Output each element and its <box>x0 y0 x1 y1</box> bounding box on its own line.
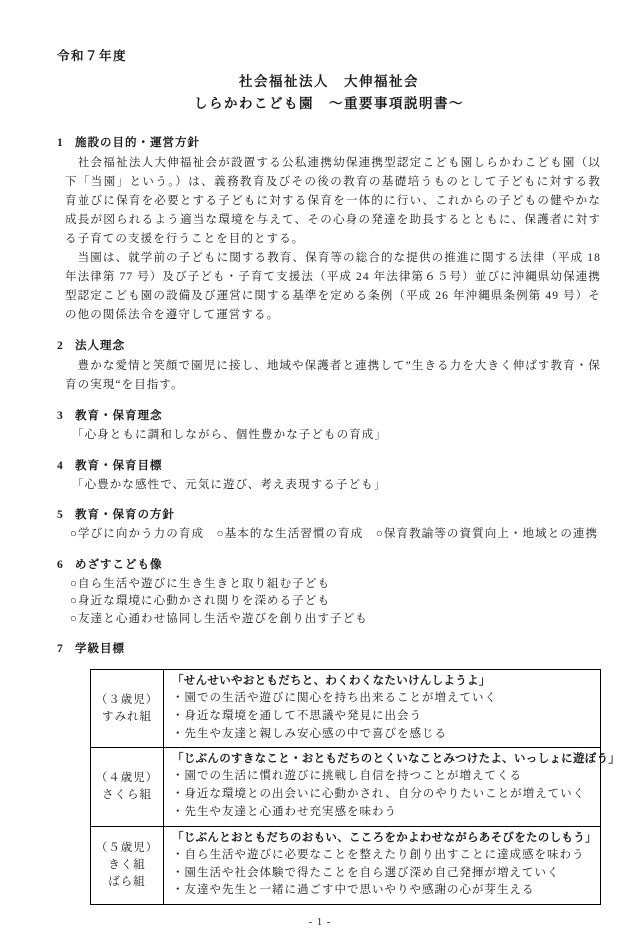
section-6-title: めざすこども像 <box>75 558 163 571</box>
target-child-item: ○友達と心通わせ協同し生活や遊びを創り出す子ども <box>70 612 368 625</box>
section-1-paragraph-1: 社会福祉法人大伸福祉会が設置する公私連携幼保連携型認定こども園しらかわこども園（以下「当園」という。）は、義務教育及びその後の教育の基礎培うものとして子どもに対する教育並びに保育を必要とする子どもに対する保育を一体的に行い、これからの子どもの健やかな成長が図られるよう適当な環境を与えて、その心身の発達を助長するとともに、保護者に対する子育ての支援を行うことを目的とする。 <box>65 157 601 245</box>
section-4-content: 「心豊かな感性で、元気に遊び、考え表現する子ども」 <box>72 478 387 491</box>
goal-point: ・自ら生活や遊びに必要なことを整えたり創り出すことに達成感を味わう <box>172 848 585 861</box>
section-6-number: 6 <box>57 558 64 571</box>
section-corporate-philosophy <box>57 338 601 395</box>
class-slogan: 「せんせいやおともだちと、わくわくなたいけんしようよ」 <box>172 675 491 687</box>
class-goal-cell <box>164 670 601 748</box>
fiscal-year-label: 令和７年度 <box>57 49 128 63</box>
class-label-cell <box>91 748 164 826</box>
class-age-label: （３歳児） <box>95 693 159 706</box>
goal-point: ・園生活や社会体験で得たことを自ら選び深め自己発揮が増えていく <box>172 866 560 879</box>
section-education-care-policy <box>57 507 601 544</box>
section-2-paragraph: 豊かな愛情と笑顔で園児に接し、地域や保護者と連携して”生きる力を大きく伸ばす教育・保育の実現“を目指す。 <box>65 360 601 391</box>
class-name-label: さくら組 <box>102 789 152 802</box>
table-row-3yo <box>91 670 601 748</box>
page-number: - 1 - <box>308 917 332 928</box>
table-row-5yo <box>91 826 601 904</box>
section-2-title: 法人理念 <box>75 340 125 352</box>
goal-point: ・園での生活や遊びに関心を持ち出来ることが増えていく <box>172 692 497 704</box>
section-4-heading <box>57 458 601 475</box>
class-goal-cell <box>164 826 601 904</box>
section-purpose-policy <box>57 135 601 325</box>
section-1-paragraph-2: 当園は、就学前の子どもに関する教育、保育等の総合的な提供の推進に関する法律（平成 18 年法律第 77 号）及び子ども・子育て支援法（平成 24 年法律第６５号）並びに沖縄県幼保連携型認定こども園の設備及び運営に関する基準を定める条例（平成 26 年沖縄県条例第 49 号）その他の関係法令を遵守して運営する。 <box>65 252 601 321</box>
section-6-heading <box>57 557 601 574</box>
section-3-heading <box>57 408 601 425</box>
class-goals-table <box>90 669 621 905</box>
goal-point: ・身近な環境との出会いに心動かされ、自分のやりたいことが増えていく <box>172 788 586 801</box>
section-3-title: 教育・保育理念 <box>75 410 163 422</box>
goal-point: ・先生や友達と心通わせ充実感を味わう <box>172 805 397 818</box>
section-1-heading <box>57 135 601 152</box>
section-5-content: ○学びに向かう力の育成 ○基本的な生活習慣の育成 ○保育教諭等の資質向上・地域との連携 <box>70 528 599 540</box>
section-7-heading <box>57 641 601 658</box>
target-child-item: ○自ら生活や遊びに生き生きと取り組む子ども <box>70 577 331 590</box>
class-name-label: きく組 <box>108 858 146 871</box>
class-label-cell <box>91 826 164 904</box>
class-name-label: ばら組 <box>108 875 146 888</box>
document-title-block <box>57 71 601 115</box>
section-2-number: 2 <box>57 340 64 352</box>
section-5-number: 5 <box>57 509 64 521</box>
table-row-4yo <box>91 748 601 826</box>
goal-point: ・先生や友達と親しみ安心感の中で喜びを感じる <box>172 727 447 740</box>
organization-name: 社会福祉法人 大伸福祉会 <box>239 74 419 89</box>
section-7-number: 7 <box>57 643 64 655</box>
section-target-child-image <box>57 557 601 629</box>
class-slogan: 「じぶんのすきなこと・おともだちのとくいなことみつけたよ、いっしょに遊ぼう」 <box>172 753 621 766</box>
class-goal-cell <box>164 748 621 826</box>
section-4-number: 4 <box>57 459 64 472</box>
section-5-title: 教育・保育の方針 <box>75 509 175 521</box>
section-1-title: 施設の目的・運営方針 <box>75 137 200 149</box>
class-label-cell <box>91 670 164 748</box>
class-name-label: すみれ組 <box>102 710 152 723</box>
section-3-number: 3 <box>57 410 64 422</box>
section-education-care-philosophy <box>57 408 601 445</box>
section-class-goals <box>57 641 621 905</box>
goal-point: ・友達や先生と一緒に過ごす中で思いやりや感謝の心が芽生える <box>172 884 535 897</box>
section-2-heading <box>57 338 601 355</box>
section-5-heading <box>57 507 601 524</box>
goal-point: ・身近な環境を通して不思議や発見に出会う <box>172 709 422 722</box>
class-age-label: （４歳児） <box>95 772 159 785</box>
section-1-number: 1 <box>57 137 64 149</box>
section-education-care-goal <box>57 458 601 495</box>
class-slogan: 「じぶんとおともだちのおもい、こころをかよわせながらあそびをたのしもう」 <box>172 831 597 844</box>
goal-point: ・園での生活に慣れ遊びに挑戦し自信を持つことが増えてくる <box>172 770 522 783</box>
document-subtitle: しらかわこども園 ～重要事項説明書～ <box>194 96 464 111</box>
section-6-items <box>70 576 601 629</box>
class-age-label: （５歳児） <box>95 841 159 854</box>
target-child-item: ○身近な環境に心動かされ関りを深める子ども <box>70 595 331 607</box>
section-3-content: 「心身ともに調和しながら、個性豊かな子どもの育成」 <box>72 429 387 441</box>
section-4-title: 教育・保育目標 <box>75 459 163 472</box>
section-7-title: 学級目標 <box>75 643 125 655</box>
